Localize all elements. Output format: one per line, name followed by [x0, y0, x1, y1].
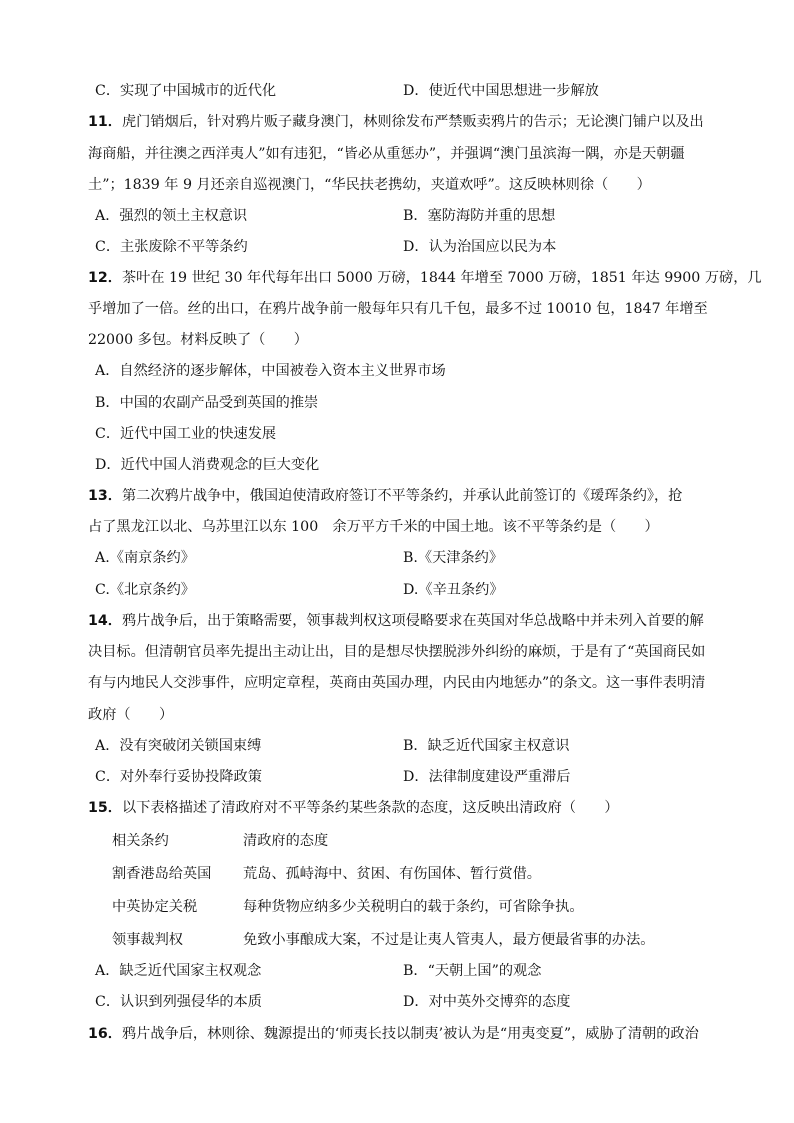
q11-stem-line-2: 海商船，并往澳之西洋夷人”如有违犯，“皆必从重惩办”，并强调“澳门虽滨海一隅，亦是天朝疆: [88, 146, 685, 162]
q11-text-1: 虎门销烟后，针对鸦片贩子藏身澳门，林则徐发布严禁贩卖鸦片的告示；无论澳门铺户以及出: [121, 114, 704, 130]
q11-option-c[interactable]: C．主张废除不平等条约: [95, 239, 248, 255]
q15-option-d[interactable]: D．对中英外交博弈的态度: [403, 994, 571, 1010]
q15-number: 15．: [88, 800, 122, 816]
q12-number: 12．: [88, 270, 122, 286]
q11-option-b[interactable]: B．塞防海防并重的思想: [403, 208, 556, 224]
q15-option-c[interactable]: C．认识到列强侵华的本质: [95, 994, 262, 1010]
q15-table-header-treaty: 相关条约: [112, 833, 169, 849]
q14-text-1: 鸦片战争后，出于策略需要，领事裁判权这项侵略要求在英国对华总战略中并未列入首要的解: [121, 613, 704, 629]
q13-option-c[interactable]: C.《北京条约》: [95, 582, 195, 598]
q15-table-row-3-attitude: 免致小事酿成大案，不过是让夷人管夷人，最方便最省事的办法。: [243, 932, 655, 948]
q13-stem-line-2: 占了黑龙江以北、乌苏里江以东 100 余万平方千米的中国土地。该不平等条约是（ ）: [88, 519, 659, 535]
q12-stem-line-2: 乎增加了一倍。丝的出口，在鸦片战争前一般每年只有几千包，最多不过 10010 包，1847 年增至: [88, 301, 708, 317]
q11-stem-line-3: 土”；1839 年 9 月还亲自巡视澳门，“华民扶老携幼，夹道欢呼”。这反映林则徐（ ）: [88, 177, 651, 193]
q14-stem-line-1: [88, 611, 718, 631]
q11-number: 11．: [88, 114, 122, 130]
q12-option-d[interactable]: D．近代中国人消费观念的巨大变化: [95, 457, 320, 473]
q12-stem-line-3: 22000 多包。材料反映了（ ）: [88, 332, 308, 348]
q12-stem-line-1: [88, 268, 762, 288]
q15-text-1: 以下表格描述了清政府对不平等条约某些条款的态度，这反映出清政府（ ）: [121, 800, 619, 816]
q14-stem-line-2: 决目标。但清朝官员率先提出主动让出，目的是想尽快摆脱涉外纠纷的麻烦，于是有了“英国商民如: [88, 644, 706, 660]
q12-option-c[interactable]: C．近代中国工业的快速发展: [95, 426, 277, 442]
q16-text-1: 鸦片战争后，林则徐、魏源提出的‘师夷长技以制夷’被认为是“用夷变夏”，威胁了清朝的政治: [121, 1026, 699, 1042]
q13-option-a[interactable]: A.《南京条约》: [95, 550, 195, 566]
q15-table-row-3-treaty: 领事裁判权: [112, 932, 183, 948]
q14-option-d[interactable]: D．法律制度建设严重滞后: [403, 769, 571, 785]
q14-option-c[interactable]: C．对外奉行妥协投降政策: [95, 769, 262, 785]
q13-option-d[interactable]: D.《辛丑条约》: [403, 582, 504, 598]
q12-option-b[interactable]: B．中国的农副产品受到英国的推崇: [95, 395, 319, 411]
q14-stem-line-3: 有与内地民人交涉事件，应明定章程，英商由英国办理，内民由内地惩办”的条文。这一事件表明清: [88, 675, 706, 691]
q10-option-d[interactable]: D．使近代中国思想进一步解放: [403, 83, 599, 99]
q10-option-c[interactable]: C．实现了中国城市的近代化: [95, 83, 277, 99]
q13-number: 13．: [88, 488, 122, 504]
q15-table-row-2-attitude: 每种货物应纳多少关税明白的载于条约，可省除争执。: [243, 899, 584, 915]
q15-table-header-attitude: 清政府的态度: [243, 833, 329, 849]
q15-table-row-1-attitude: 荒岛、孤峙海中、贫困、有伤国体、暂行赏借。: [243, 866, 541, 882]
q11-stem-line-1: [88, 112, 718, 132]
q15-table-row-2-treaty: 中英协定关税: [112, 899, 198, 915]
q11-option-d[interactable]: D．认为治国应以民为本: [403, 239, 557, 255]
q13-text-1: 第二次鸦片战争中，俄国迫使清政府签订不平等条约，并承认此前签订的《瑷珲条约》，抢: [121, 488, 683, 504]
q14-option-b[interactable]: B．缺乏近代国家主权意识: [403, 738, 570, 754]
q15-stem-line-1: [88, 798, 718, 818]
q14-number: 14．: [88, 613, 122, 629]
q14-stem-line-4: 政府（ ）: [88, 707, 174, 723]
q11-option-a[interactable]: A．强烈的领土主权意识: [95, 208, 248, 224]
q13-option-b[interactable]: B.《天津条约》: [403, 550, 504, 566]
q12-option-a[interactable]: A．自然经济的逐步解体，中国被卷入资本主义世界市场: [95, 363, 446, 379]
q15-option-b[interactable]: B．“天朝上国”的观念: [403, 963, 542, 979]
q15-option-a[interactable]: A．缺乏近代国家主权观念: [95, 963, 262, 979]
q12-text-1: 茶叶在 19 世纪 30 年代每年出口 5000 万磅，1844 年增至 7000 万磅，1851 年达 9900 万磅，几: [121, 270, 762, 286]
q16-number: 16．: [88, 1026, 122, 1042]
q14-option-a[interactable]: A．没有突破闭关锁国束缚: [95, 738, 262, 754]
q15-table-row-1-treaty: 割香港岛给英国: [112, 866, 212, 882]
q13-stem-line-1: [88, 486, 718, 506]
q16-stem-line-1: [88, 1024, 718, 1044]
